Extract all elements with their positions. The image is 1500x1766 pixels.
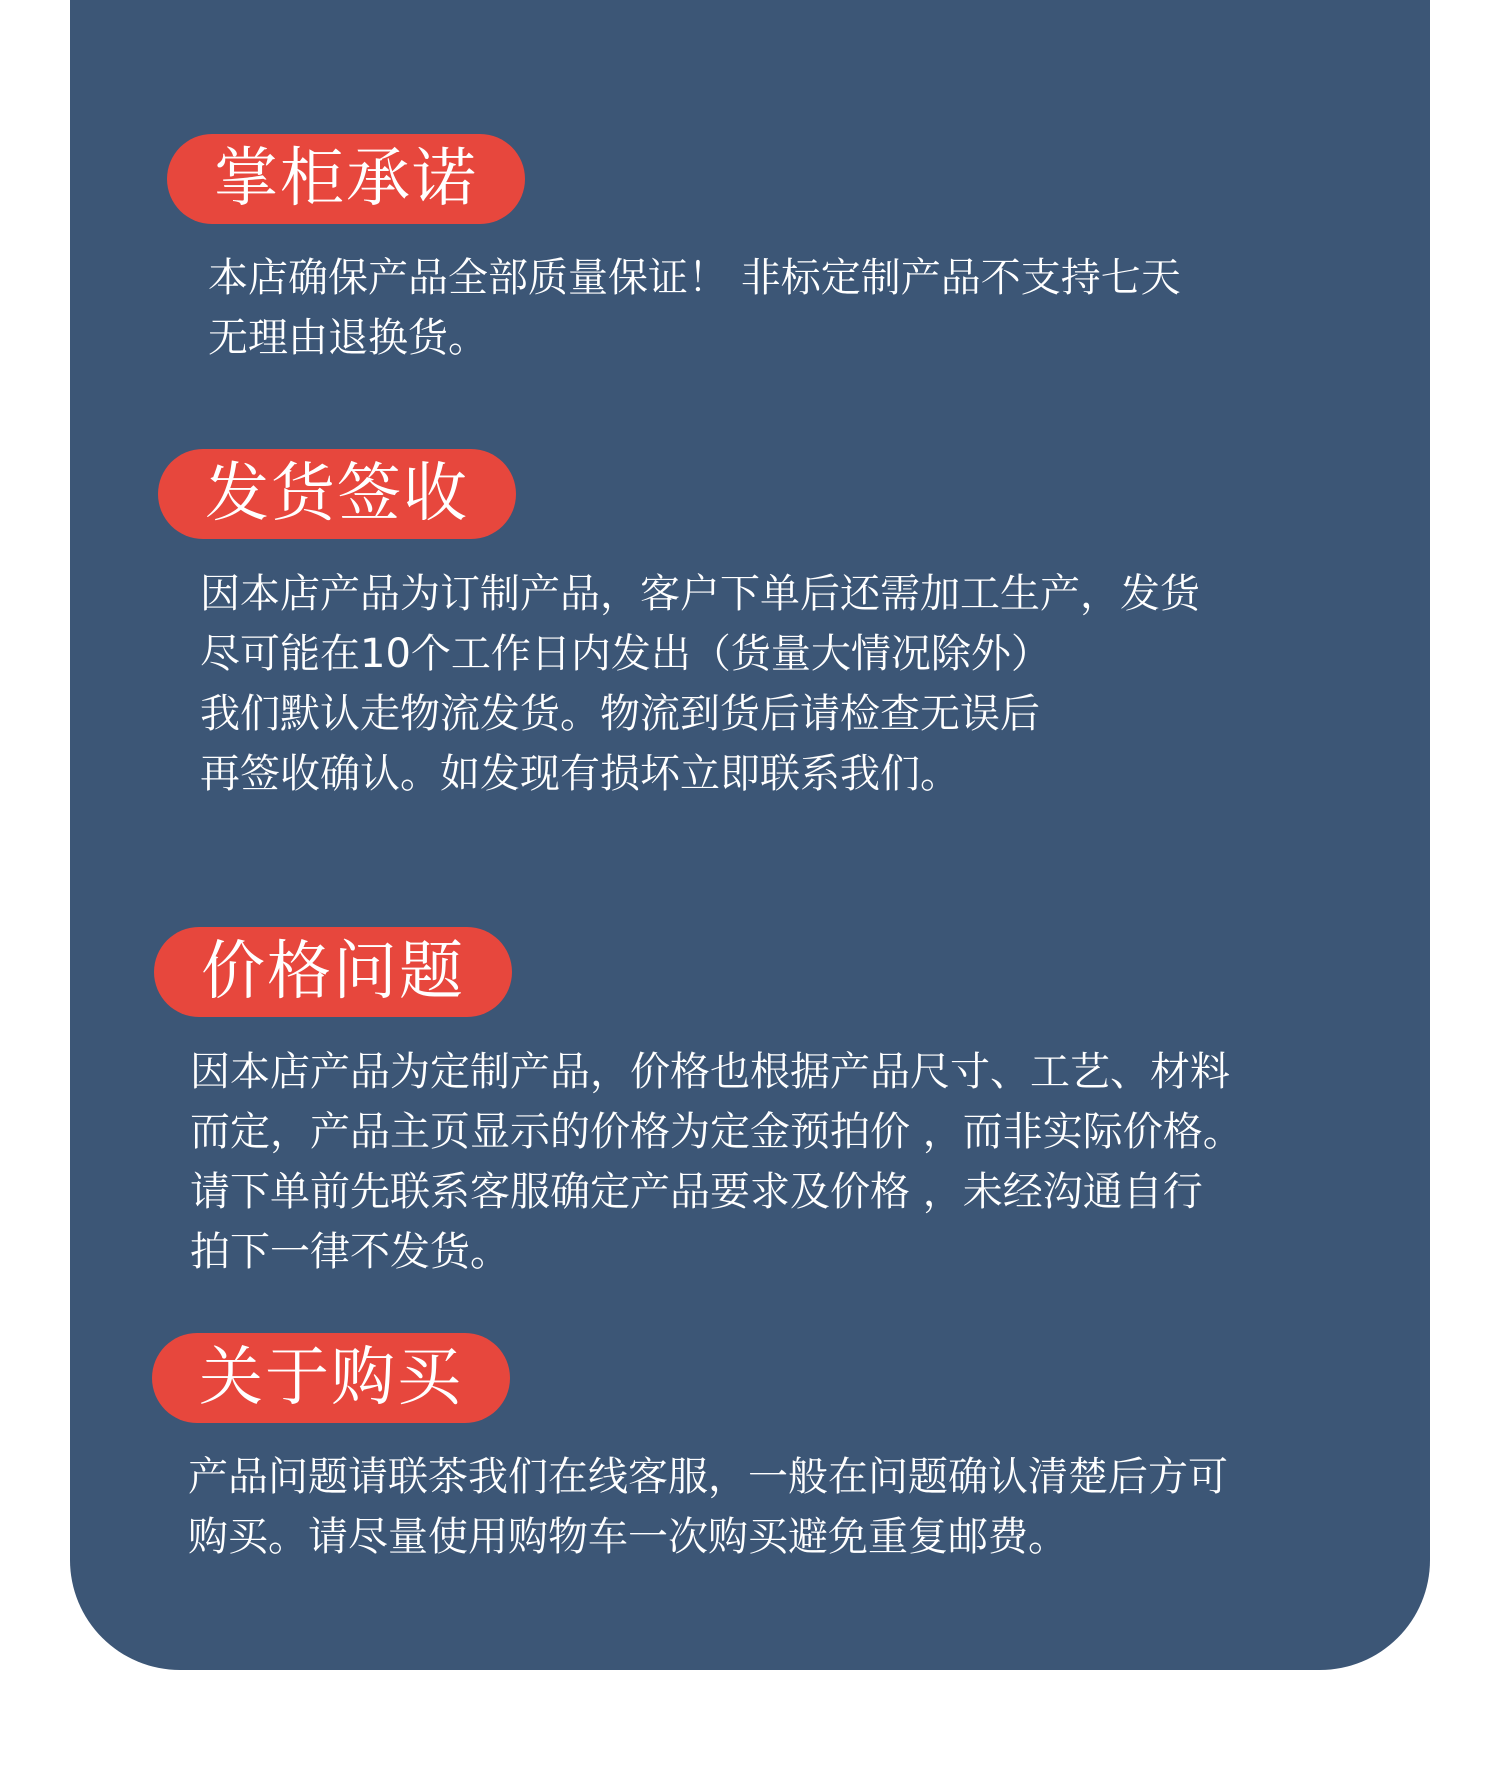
section-title-purchase: 关于购买 (152, 1333, 510, 1423)
section-body-pricing (190, 1042, 1243, 1282)
body-line: 而定，产品主页显示的价格为定金预拍价 ，而非实际价格。 (190, 1109, 1243, 1155)
body-line: 再签收确认。如发现有损坏立即联系我们。 (200, 751, 960, 797)
body-line: 因本店产品为定制产品，价格也根据产品尺寸、工艺、材料 (190, 1049, 1230, 1095)
body-line: 请下单前先联系客服确定产品要求及价格 ，未经沟通自行 (190, 1169, 1203, 1215)
body-line: 本店确保产品全部质量保证！ 非标定制产品不支持七天 (208, 255, 1181, 301)
body-line: 产品问题请联茶我们在线客服，一般在问题确认清楚后方可 (188, 1454, 1228, 1500)
body-line: 因本店产品为订制产品，客户下单后还需加工生产，发货 (200, 571, 1200, 617)
section-title-promise: 掌柜承诺 (167, 134, 525, 224)
section-title-pricing: 价格问题 (154, 927, 512, 1017)
section-title-shipping: 发货签收 (158, 449, 516, 539)
section-body-purchase (188, 1447, 1228, 1567)
body-line: 无理由退换货。 (208, 315, 488, 361)
body-line: 我们默认走物流发货。物流到货后请检查无误后 (200, 691, 1040, 737)
body-line: 购买。请尽量使用购物车一次购买避免重复邮费。 (188, 1514, 1068, 1560)
body-line: 尽可能在10个工作日内发出（货量大情况除外） (200, 631, 1051, 677)
section-body-shipping (200, 564, 1200, 804)
body-line: 拍下一律不发货。 (190, 1229, 510, 1275)
section-body-promise (208, 248, 1181, 368)
